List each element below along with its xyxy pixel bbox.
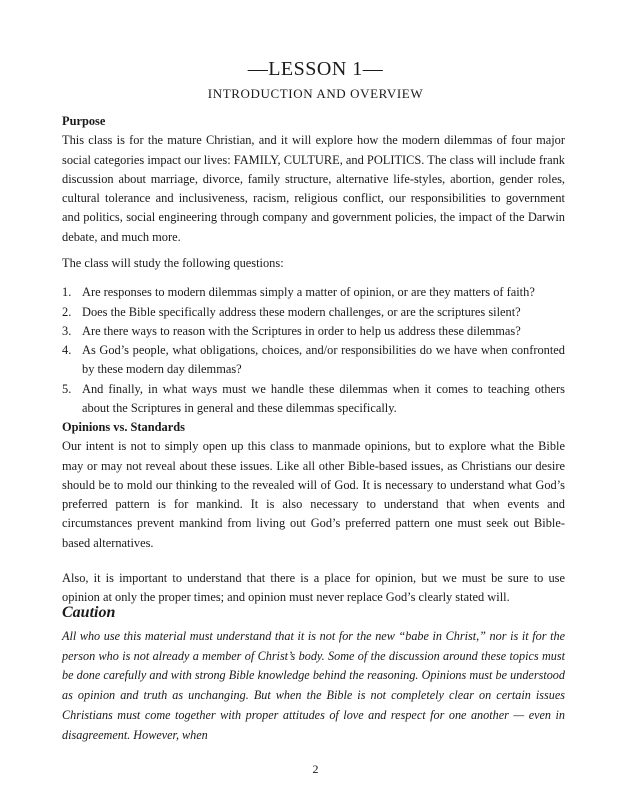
list-item-text: And finally, in what ways must we handle these dilemmas when it comes to teaching others about the Scriptures in general and these dilemmas specifically. bbox=[82, 381, 565, 416]
purpose-paragraph: This class is for the mature Christian, and it will explore how the modern dilemmas of four major social categories impact our lives: FAMILY, CULTURE, and POLITICS. The class will include frank discussion about marriage, divorce, family structure, alternative life-styles, abortion, gender roles, cultural tolerance and inclusiveness, racism, religious conflict, our responsibilities to government and politics, social engineering through company and government policies, the impact of the Darwin debate, and much more. bbox=[62, 133, 565, 244]
list-item bbox=[62, 322, 565, 341]
opinions-heading: Opinions vs. Standards bbox=[62, 420, 185, 434]
list-item-text: Are responses to modern dilemmas simply a matter of opinion, or are they matters of faith? bbox=[82, 285, 535, 300]
lesson-subtitle: INTRODUCTION AND OVERVIEW bbox=[207, 86, 424, 101]
list-item bbox=[62, 380, 565, 419]
caution-heading: Caution bbox=[62, 604, 116, 621]
purpose-heading: Purpose bbox=[62, 114, 106, 128]
caution-section bbox=[62, 627, 565, 745]
list-item bbox=[62, 341, 565, 380]
lesson-title: —LESSON 1— bbox=[247, 58, 384, 80]
list-item-number: 4. bbox=[62, 343, 72, 358]
page-number: 2 bbox=[312, 762, 319, 776]
list-item-number: 3. bbox=[62, 323, 72, 338]
purpose-section bbox=[62, 112, 565, 247]
list-item-text: As God’s people, what obligations, choices, and/or responsibilities do we have when confronted by these modern day dilemmas? bbox=[82, 343, 565, 377]
list-item-number: 5. bbox=[62, 381, 72, 396]
list-item bbox=[62, 283, 565, 302]
opinions-paragraph-2: Also, it is important to understand that there is a place for opinion, but we must be sure to use opinion at only the proper times; and opinion must never replace God’s clearly stated will. bbox=[62, 571, 565, 605]
questions-section bbox=[62, 254, 565, 418]
opinions-paragraph-1: Our intent is not to simply open up this class to manmade opinions, but to explore what the Bible may or may not reveal about these issues. Like all other Bible-based issues, as Christians our desire should be to mold our thinking to the revealed will of God. It is necessary to understand what God’s preferred pattern is for mankind. It is also necessary to understand that when events and circumstances prevent mankind from living out God’s preferred pattern one must seek out Bible-based alternatives. bbox=[62, 439, 565, 550]
list-item-text: Are there ways to reason with the Scriptures in order to help us address these dilemmas? bbox=[82, 323, 521, 338]
list-item-number: 1. bbox=[62, 285, 72, 300]
questions-list bbox=[62, 283, 565, 418]
caution-paragraph: All who use this material must understand that it is not for the new “babe in Christ,” nor is it for the person who is not already a member of Christ’s body. Some of the discussion around these topics must be done carefully and with strong Bible knowledge behind the reasoning. Opinions must be understood as opinion and truth as unchanging. But when the Bible is not completely clear on certain issues Christians must come together with proper attitudes of love and respect for one another — even in disagreement. However, when bbox=[62, 629, 565, 742]
opinions-section bbox=[62, 418, 565, 608]
list-item-number: 2. bbox=[62, 304, 72, 319]
list-item bbox=[62, 303, 565, 322]
list-item-text: Does the Bible specifically address these modern challenges, or are the scriptures silent? bbox=[82, 304, 521, 319]
questions-intro: The class will study the following questions: bbox=[62, 256, 284, 270]
